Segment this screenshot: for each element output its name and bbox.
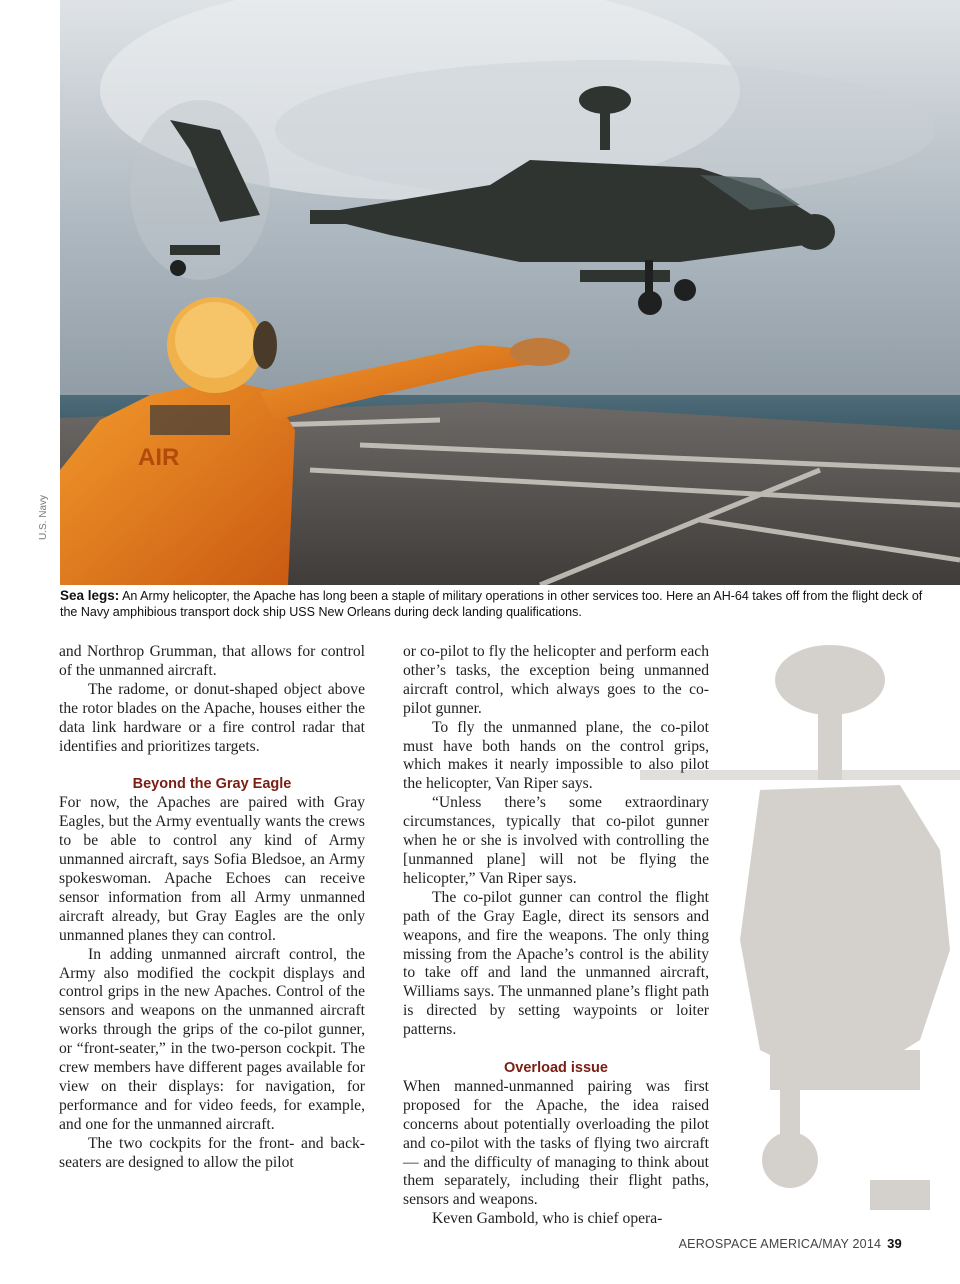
paragraph: or co-pilot to fly the helicopter and perform each other’s tasks, the exception being unmanned aircraft control, which always goes to the co-pilot gunner. [403,643,709,717]
page-footer [679,1236,902,1251]
section-heading-overload-issue: Overload issue [504,1060,608,1077]
right-column [403,643,709,1229]
caption-lead: Sea legs: [60,588,120,603]
apache-takeoff-illustration [60,0,960,585]
paragraph: When manned-unmanned pairing was first proposed for the Apache, the idea raised concerns about potentially overloading the pilot and co-pilot with the tasks of flying two aircraft — and the difficulty of managing to think about them separately, including their flight paths, sensors and weapons. [403,1077,709,1209]
publication-name: AEROSPACE AMERICA/MAY 2014 [678,1237,882,1251]
photo-credit: U.S. Navy [38,494,49,540]
paragraph: For now, the Apaches are paired with Gray Eagles, but the Army eventually wants the crews to be able to control any kind of Army unmanned aircraft, says Sofia Bledsoe, an Army spokeswoman. Apache Echoes can receive sensor information from all Army unmanned aircraft already, but Gray Eagles are the only unmanned planes they can control. [59,794,365,944]
paragraph: The co-pilot gunner can control the flight path of the Gray Eagle, direct its sensors and weapons, and fire the weapons. The only thing missing from the Apache’s control is the ability to take off and land the unmanned aircraft, Williams says. The unmanned plane’s flight path is directed by setting waypoints or loiter patterns. [403,888,709,1039]
photo-caption [60,588,940,620]
hero-photo [60,0,960,585]
left-column [59,643,365,1172]
paragraph: The radome, or donut-shaped object above the rotor blades on the Apache, houses either the data link hardware or a fire control radar that identifies and prioritizes targets. [59,680,365,755]
paragraph: To fly the unmanned plane, the co-pilot must have both hands on the control grips, which makes it nearly impossible to also pilot the helicopter, Van Riper says. [403,718,709,793]
paragraph: “Unless there’s some extraordinary circumstances, typically that co-pilot gunner when he or she is involved with controlling the [unmanned plane] will not be flying the helicopter,” Van Riper says. [403,794,709,887]
paragraph: Keven Gambold, who is chief opera- [432,1210,663,1228]
paragraph: and Northrop Grumman, that allows for control of the unmanned aircraft. [59,643,365,679]
page-number: 39 [887,1236,902,1251]
section-heading-beyond-gray-eagle: Beyond the Gray Eagle [132,776,292,793]
paragraph: The two cockpits for the front- and back-seaters are designed to allow the pilot [59,1134,365,1171]
paragraph: In adding unmanned aircraft control, the Army also modified the cockpit displays and control grips in the new Apaches. Control of the sensors and weapons on the unmanned aircraft works through the grips of the co-pilot gunner, or “front-seater,” in the two-person cockpit. The crew members have different pages available for view on their displays: for navigation, for performance and for video feeds, for example, and one for the unmanned aircraft. [59,945,365,1133]
vest-label: AIR [138,444,180,471]
caption-text: An Army helicopter, the Apache has long been a staple of military operations in other services too. Here an AH-64 takes off from the flight deck of the Navy amphibious transport dock ship USS New Orleans during deck landing qualifications. [60,589,923,619]
